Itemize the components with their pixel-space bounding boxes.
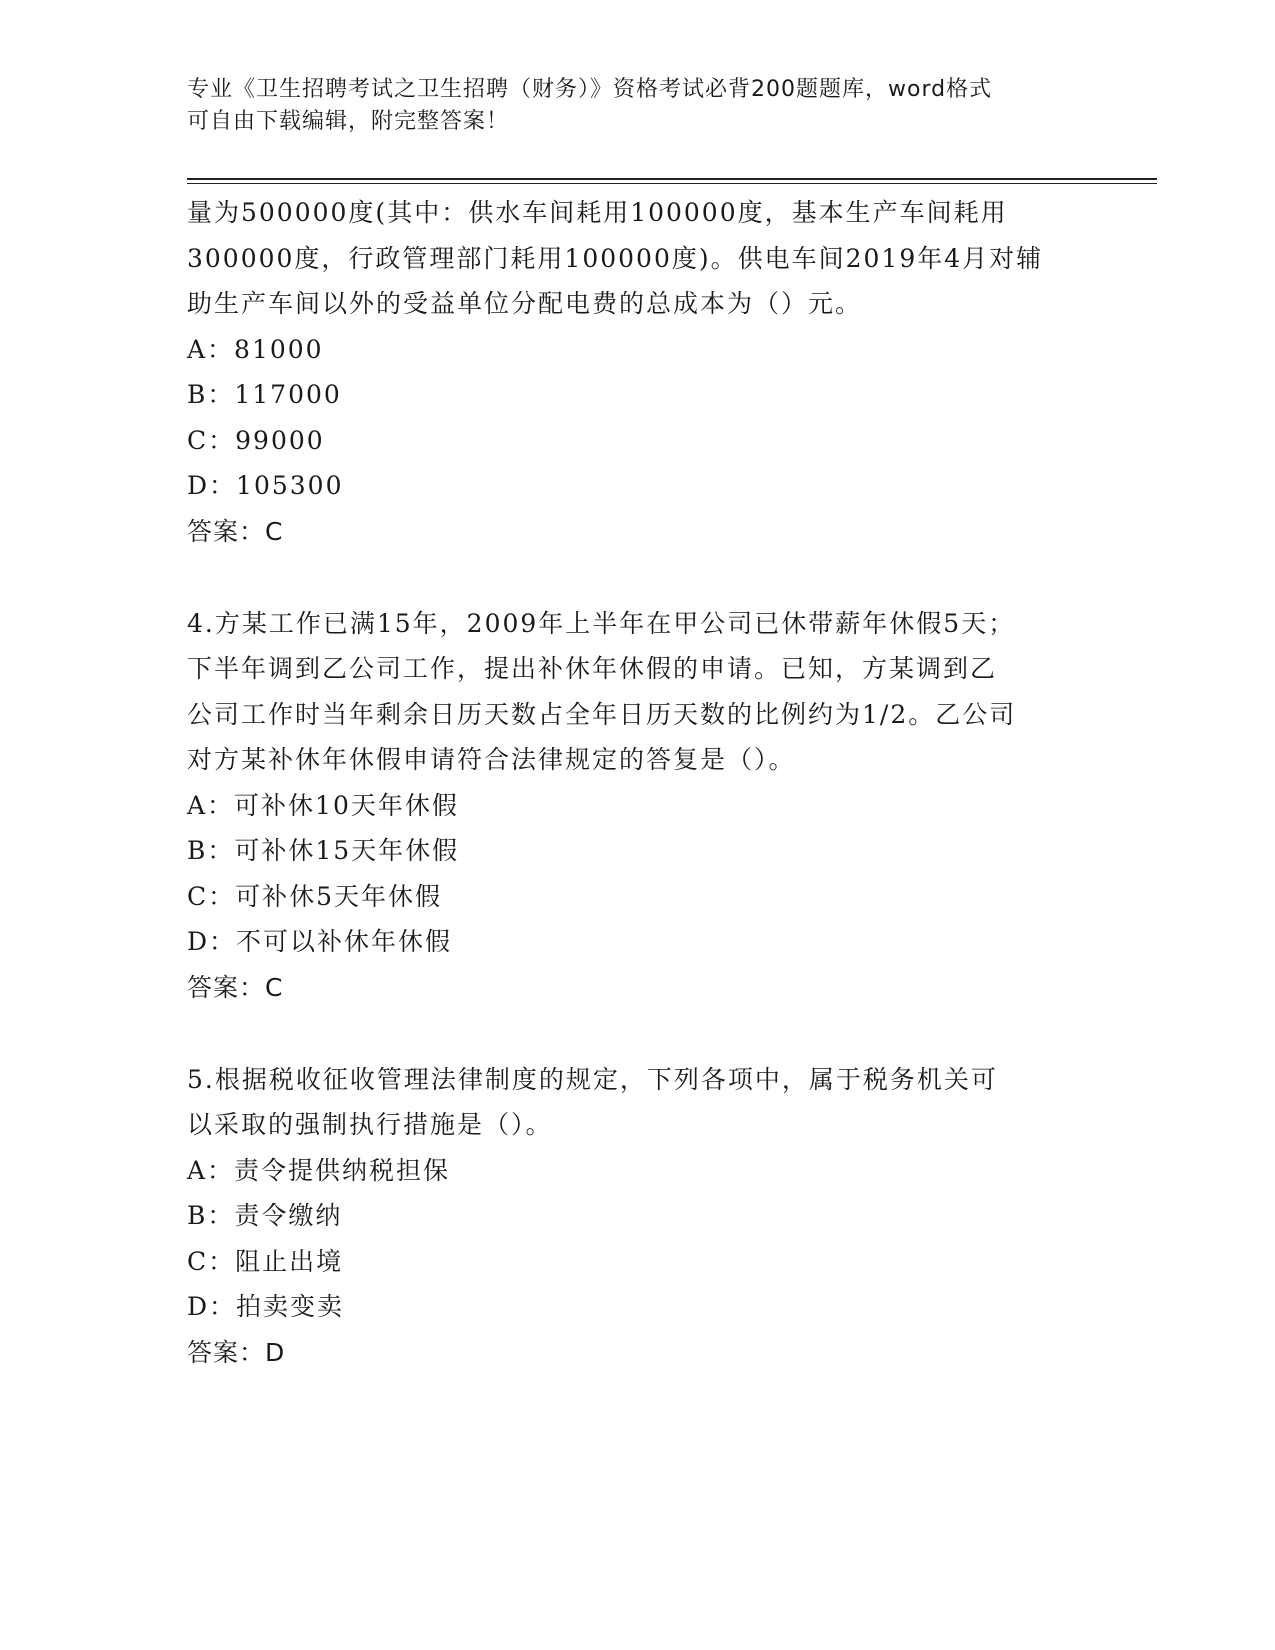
option-c: C：可补休5天年休假 [187,881,443,911]
option-b: B：117000 [187,380,342,409]
question-stem-line: 300000度，行政管理部门耗用100000度)。供电车间2019年4月对辅 [187,243,1044,273]
answer-line: 答案：D [187,1337,286,1367]
question-stem-line: 助生产车间以外的受益单位分配电费的总成本为（）元。 [187,289,863,318]
option-b: B：可补休15天年休假 [187,836,460,865]
option-d: D：105300 [187,471,344,500]
option-d: D：不可以补休年休假 [187,927,453,956]
answer-line: 答案：C [187,516,284,546]
header-divider-thin [187,183,1157,184]
question-block [187,601,1087,1011]
question-block [187,1057,1087,1376]
option-c: C：阻止出境 [187,1246,344,1276]
question-spacer [187,1011,1087,1057]
header-line-2: 可自由下载编辑，附完整答案！ [187,109,510,134]
question-stem-line: 4.方某工作已满15年，2009年上半年在甲公司已休带薪年休假5天； [187,608,1016,638]
option-b: B：责令缴纳 [187,1201,343,1230]
question-spacer [187,555,1087,601]
option-a: A：可补休10天年休假 [187,790,459,820]
question-stem-line: 量为500000度(其中：供水车间耗用100000度，基本生产车间耗用 [187,198,1008,227]
header-line-1: 专业《卫生招聘考试之卫生招聘（财务）》资格考试必背200题题库，word格式 [187,77,993,102]
question-block [187,190,1087,555]
question-list [187,190,1087,1376]
question-stem-line: 对方某补休年休假申请符合法律规定的答复是（）。 [187,745,796,774]
question-stem-line: 5.根据税收征收管理法律制度的规定，下列各项中，属于税务机关可 [187,1064,998,1094]
question-stem-line: 下半年调到乙公司工作，提出补休年休假的申请。已知，方某调到乙 [187,654,998,683]
option-a: A：责令提供纳税担保 [187,1155,451,1185]
option-d: D：拍卖变卖 [187,1292,345,1321]
answer-line: 答案：C [187,972,284,1002]
option-a: A：81000 [187,334,324,364]
question-stem-line: 以采取的强制执行措施是（）。 [187,1110,553,1139]
question-stem-line: 公司工作时当年剩余日历天数占全年日历天数的比例约为1/2。乙公司 [187,699,1017,729]
document-header [187,74,1087,138]
header-divider-thick [187,178,1157,180]
option-c: C：99000 [187,425,325,455]
